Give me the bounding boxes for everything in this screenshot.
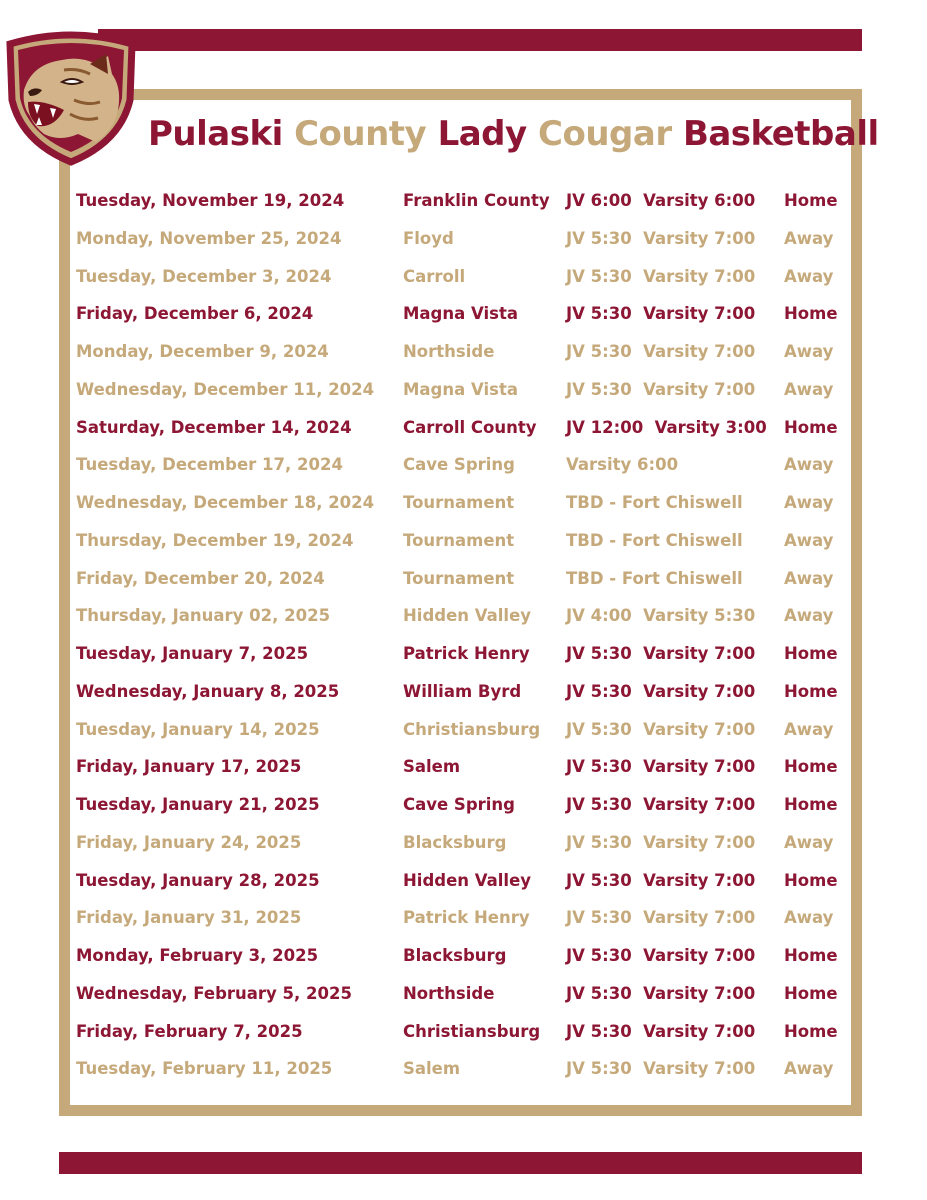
game-opponent: Northside [403,342,495,361]
game-opponent: Carroll County [403,417,537,437]
game-time: JV 5:30 Varsity 7:00 [566,719,756,739]
game-time: JV 4:00 Varsity 5:30 [566,606,756,626]
game-location: Home [784,983,838,1003]
game-opponent: Cave Spring [403,795,515,814]
game-time: TBD - Fort Chiswell [566,568,743,588]
game-location: Home [784,644,838,663]
bottom-decorative-bar [59,1152,862,1174]
game-opponent: Tournament [403,493,515,512]
game-date: Saturday, December 14, 2024 [76,417,352,437]
title-lady: Lady [437,114,527,154]
schedule-row [76,862,846,900]
game-opponent: Blacksburg [403,946,507,965]
game-location: Home [784,304,838,324]
title-pulaski: Pulaski [148,114,283,154]
game-location: Away [784,832,834,852]
schedule-row [76,673,846,711]
game-date: Friday, January 24, 2025 [76,832,302,852]
schedule-row [76,409,846,447]
game-opponent: Floyd [403,228,454,248]
game-date: Wednesday, December 11, 2024 [76,379,375,399]
schedule-row [76,220,846,258]
game-time: JV 5:30 Varsity 7:00 [566,983,756,1003]
game-time: JV 12:00 Varsity 3:00 [566,417,767,437]
schedule-row [76,295,846,333]
game-time: JV 5:30 Varsity 7:00 [566,1021,756,1041]
game-location: Home [784,757,838,777]
game-location: Home [784,191,838,210]
schedule-list [76,182,846,1088]
schedule-row [76,446,846,484]
game-opponent: Blacksburg [403,832,507,852]
game-date: Friday, January 17, 2025 [76,757,302,777]
title-basketball: Basketball [682,114,879,154]
game-time: JV 5:30 Varsity 7:00 [566,228,756,248]
game-location: Away [784,606,834,626]
game-date: Wednesday, January 8, 2025 [76,681,340,701]
schedule-row [76,258,846,296]
game-date: Monday, February 3, 2025 [76,946,319,965]
game-opponent: Patrick Henry [403,908,530,928]
game-date: Wednesday, February 5, 2025 [76,983,352,1003]
game-time: TBD - Fort Chiswell [566,530,743,550]
game-location: Home [784,417,838,437]
game-opponent: William Byrd [403,681,522,701]
game-location: Home [784,795,838,814]
game-date: Thursday, January 02, 2025 [76,606,331,626]
game-time: JV 5:30 Varsity 7:00 [566,379,756,399]
game-time: JV 5:30 Varsity 7:00 [566,304,756,324]
game-location: Away [784,568,834,588]
schedule-row [76,522,846,560]
game-location: Away [784,228,834,248]
game-date: Monday, November 25, 2024 [76,228,342,248]
game-date: Friday, December 6, 2024 [76,304,314,324]
game-date: Tuesday, December 3, 2024 [76,266,332,286]
game-time: TBD - Fort Chiswell [566,493,743,512]
game-opponent: Magna Vista [403,379,518,399]
schedule-row [76,182,846,220]
game-location: Home [784,870,838,890]
game-location: Away [784,379,834,399]
schedule-row [76,597,846,635]
game-time: JV 5:30 Varsity 7:00 [566,832,756,852]
schedule-row [76,1013,846,1051]
game-location: Home [784,946,838,965]
game-opponent: Christiansburg [403,719,541,739]
schedule-row [76,786,846,824]
page-title [148,104,879,164]
game-opponent: Salem [403,1059,461,1079]
game-opponent: Patrick Henry [403,644,530,663]
schedule-row [76,635,846,673]
schedule-row [76,975,846,1013]
game-time: JV 6:00 Varsity 6:00 [566,191,756,210]
game-date: Tuesday, January 7, 2025 [76,644,309,663]
game-date: Wednesday, December 18, 2024 [76,493,375,512]
game-time: JV 5:30 Varsity 7:00 [566,644,756,663]
game-date: Tuesday, January 21, 2025 [76,795,320,814]
game-time: Varsity 6:00 [566,455,679,475]
game-opponent: Tournament [403,530,515,550]
game-date: Thursday, December 19, 2024 [76,530,354,550]
schedule-row [76,1050,846,1088]
game-location: Away [784,719,834,739]
game-opponent: Hidden Valley [403,606,532,626]
game-time: JV 5:30 Varsity 7:00 [566,908,756,928]
schedule-row [76,748,846,786]
game-time: JV 5:30 Varsity 7:00 [566,795,756,814]
schedule-row [76,560,846,598]
game-location: Home [784,1021,838,1041]
game-opponent: Salem [403,757,461,777]
game-time: JV 5:30 Varsity 7:00 [566,757,756,777]
game-opponent: Franklin County [403,191,550,210]
game-opponent: Hidden Valley [403,870,532,890]
schedule-row [76,371,846,409]
game-time: JV 5:30 Varsity 7:00 [566,342,756,361]
game-location: Away [784,493,834,512]
game-location: Away [784,266,834,286]
game-location: Away [784,908,834,928]
schedule-row [76,899,846,937]
game-opponent: Tournament [403,568,515,588]
schedule-row [76,333,846,371]
game-time: JV 5:30 Varsity 7:00 [566,1059,756,1079]
game-date: Tuesday, November 19, 2024 [76,191,345,210]
game-opponent: Magna Vista [403,304,518,324]
game-date: Monday, December 9, 2024 [76,342,329,361]
game-time: JV 5:30 Varsity 7:00 [566,266,756,286]
game-date: Friday, January 31, 2025 [76,908,302,928]
game-opponent: Northside [403,983,495,1003]
game-date: Tuesday, December 17, 2024 [76,455,343,475]
game-location: Away [784,342,834,361]
game-date: Friday, December 20, 2024 [76,568,325,588]
game-opponent: Christiansburg [403,1021,541,1041]
cougar-head-shield-icon [4,30,138,166]
game-opponent: Carroll [403,266,466,286]
schedule-row [76,484,846,522]
title-county: County [294,114,427,154]
schedule-row [76,824,846,862]
game-time: JV 5:30 Varsity 7:00 [566,946,756,965]
game-opponent: Cave Spring [403,455,515,475]
game-date: Tuesday, January 14, 2025 [76,719,320,739]
game-date: Friday, February 7, 2025 [76,1021,303,1041]
game-location: Away [784,1059,834,1079]
title-cougar: Cougar [538,114,672,154]
schedule-row [76,711,846,749]
game-location: Away [784,530,834,550]
game-date: Tuesday, January 28, 2025 [76,870,320,890]
game-location: Home [784,681,838,701]
game-location: Away [784,455,834,475]
game-time: JV 5:30 Varsity 7:00 [566,681,756,701]
game-time: JV 5:30 Varsity 7:00 [566,870,756,890]
game-date: Tuesday, February 11, 2025 [76,1059,333,1079]
top-decorative-bar [98,29,862,51]
schedule-row [76,937,846,975]
